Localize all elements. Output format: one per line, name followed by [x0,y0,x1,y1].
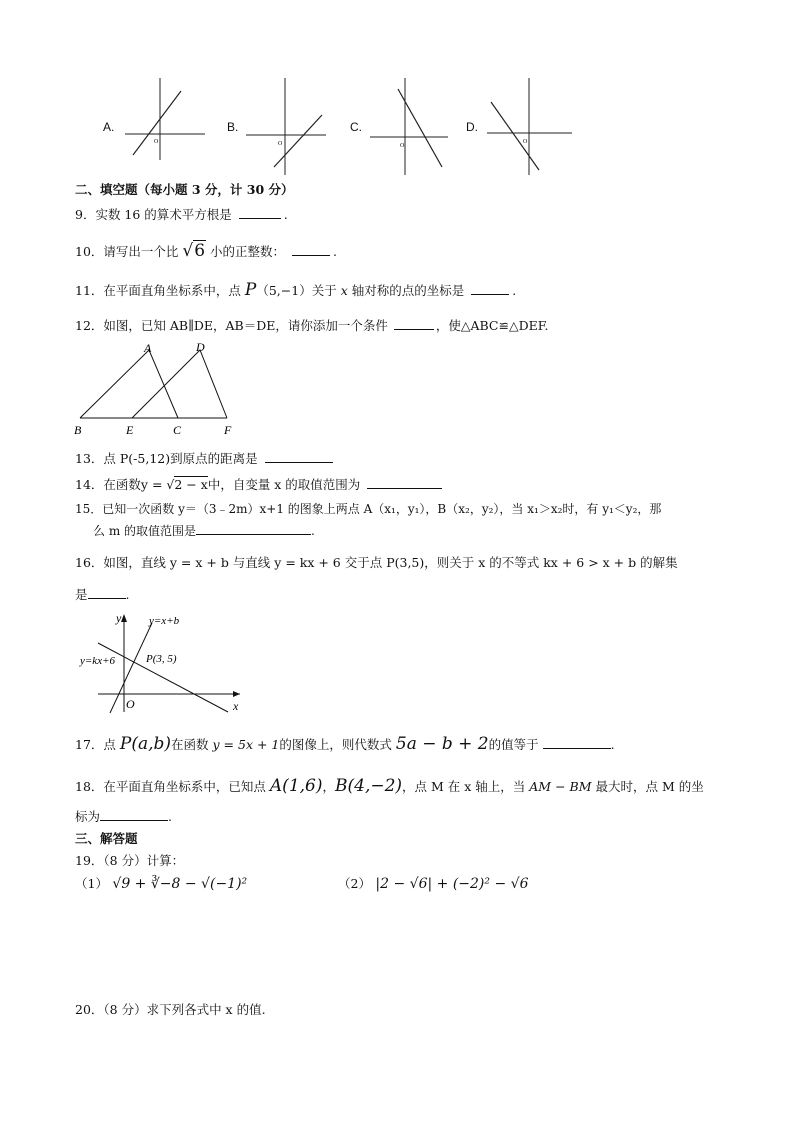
q17-text-b: 在函数 [171,737,209,752]
svg-text:O: O [278,141,283,147]
q18-point-b: B(4,−2) [335,776,403,796]
option-a-graph [125,75,210,160]
q11-text-a: 11．在平面直角坐标系中，点 [75,283,241,298]
q17-text-d: 的值等于 [488,737,539,752]
q10-blank[interactable] [292,243,330,256]
section2-heading: 二、填空题（每小题 3 分，计 30 分） [75,182,294,197]
figure-12 [70,338,240,438]
q18-line2: 标为 [75,809,101,824]
q18-point-a: A(1,6) [269,776,323,796]
q18-text-b: ，点 M 在 x 轴上，当 [402,779,526,794]
option-d-graph [487,75,577,175]
q15-blank[interactable] [196,522,311,535]
section3-heading: 三、解答题 [75,831,138,846]
question-9 [75,205,288,223]
option-c-label: C. [350,120,362,134]
q9-blank[interactable] [239,206,281,219]
figure-16 [78,608,248,718]
fig12-label-e: E [126,423,134,437]
q16-line2: 是 [75,587,88,602]
q19-p1-expr: √9 + ∛−8 − √(−1)² [112,876,248,892]
q19-p2-label: （2） [338,876,371,891]
q12-blank[interactable] [394,317,434,330]
q17-end: . [610,737,615,752]
q19-title: 19．（8 分）计算： [75,853,185,868]
q16-end: . [125,587,130,602]
q17-text-a: 17．点 [75,737,116,752]
q18-end: . [168,809,172,824]
svg-text:O: O [400,143,405,149]
fig12-label-f: F [224,423,232,437]
q19-part2 [338,874,528,892]
q14-radical: √2 − x [166,477,208,492]
question-13 [75,449,333,467]
q17-text-c: 的图像上，则代数式 [279,737,392,752]
q10-radical: √6 [182,241,206,261]
q18-expr: AM − BM [529,779,592,794]
q14-text-a: 14．在函数y = [75,477,163,492]
question-12 [75,316,548,334]
svg-text:O: O [154,139,159,145]
q19-part1 [75,874,247,892]
q11-coord: （5,−1） [256,283,312,298]
question-20: 20．（8 分）求下列各式中 x 的值. [75,1002,266,1017]
q11-text-c: 轴对称的点的坐标是 [351,283,465,298]
option-d-label: D. [466,120,478,134]
q16-blank[interactable] [88,586,126,599]
q10-radicand: 6 [194,241,206,261]
option-a-label: A. [103,120,115,134]
q16-line1: 16．如图，直线 y = x + b 与直线 y = kx + 6 交于点 P(3,5)，则关于 x 的不等式 kx + 6 > x + b 的解集 [75,555,678,570]
q14-blank[interactable] [367,476,442,489]
question-11 [75,280,516,300]
q14-text-b: 中，自变量 x 的取值范围为 [207,477,361,492]
fig12-label-c: C [173,423,182,437]
q17-expr: 5a − b + 2 [395,734,489,754]
q19-p1-label: （1） [75,876,108,891]
svg-text:O: O [523,139,528,145]
q13-blank[interactable] [265,450,333,463]
fig12-label-d: D [196,340,205,354]
fig16-x-label: x [233,699,239,713]
question-15 [75,500,661,539]
question-18 [75,776,704,825]
q15-line2: 么 m 的取值范围是 [93,524,197,538]
q12-text-b: ，使△ABC≌△DEF. [435,318,549,333]
option-b-label: B. [227,120,239,134]
q11-point-p: P [244,280,257,300]
fig16-label-line1: y=x+b [149,615,180,627]
fig16-origin: O [126,697,135,711]
q11-x: x [340,283,348,298]
fig16-label-line2: y=kx+6 [80,655,115,667]
option-b-graph [246,75,331,175]
option-c-graph [370,75,455,175]
q12-text: 12．如图，已知 AB∥DE，AB＝DE，请你添加一个条件 [75,318,388,333]
question-17 [75,734,615,754]
fig16-label-point: P(3, 5) [146,653,177,665]
q11-end: . [512,283,517,298]
fig12-label-a: A [144,341,152,355]
fig12-label-b: B [74,423,82,437]
q11-blank[interactable] [471,282,509,295]
q18-sep: ， [322,779,335,794]
q17-func: y = 5x + 1 [212,737,280,752]
q18-blank[interactable] [100,808,168,821]
question-16 [75,553,678,603]
fig16-y-label: y [116,611,122,625]
q11-text-b: 关于 [311,283,337,298]
q10-text-a: 10．请写出一个比 [75,244,179,259]
q9-end: . [283,207,288,222]
q13-text: 13．点 P(-5,12)到原点的距离是 [75,451,258,466]
q17-blank[interactable] [543,736,611,749]
q18-text-a: 18．在平面直角坐标系中，已知点 [75,779,266,794]
q14-radicand: 2 − x [174,477,208,492]
question-14 [75,475,442,493]
q9-text: 9．实数 16 的算术平方根是 [75,207,232,222]
q15-line1: 15．已知一次函数 y＝（3﹣2m）x+1 的图象上两点 A（x₁，y₁），B（x₂，y₂），当 x₁＞x₂时，有 y₁＜y₂，那 [75,502,662,516]
q10-text-b: 小的正整数： [210,244,286,259]
q19-p2-expr: |2 − √6| + (−2)² − √6 [375,876,529,892]
q18-text-c: 最大时，点 M 的坐 [595,779,704,794]
q10-end: . [333,244,338,259]
q15-end: . [311,524,315,538]
q17-pab: P(a,b) [119,734,172,754]
question-10 [75,241,337,261]
